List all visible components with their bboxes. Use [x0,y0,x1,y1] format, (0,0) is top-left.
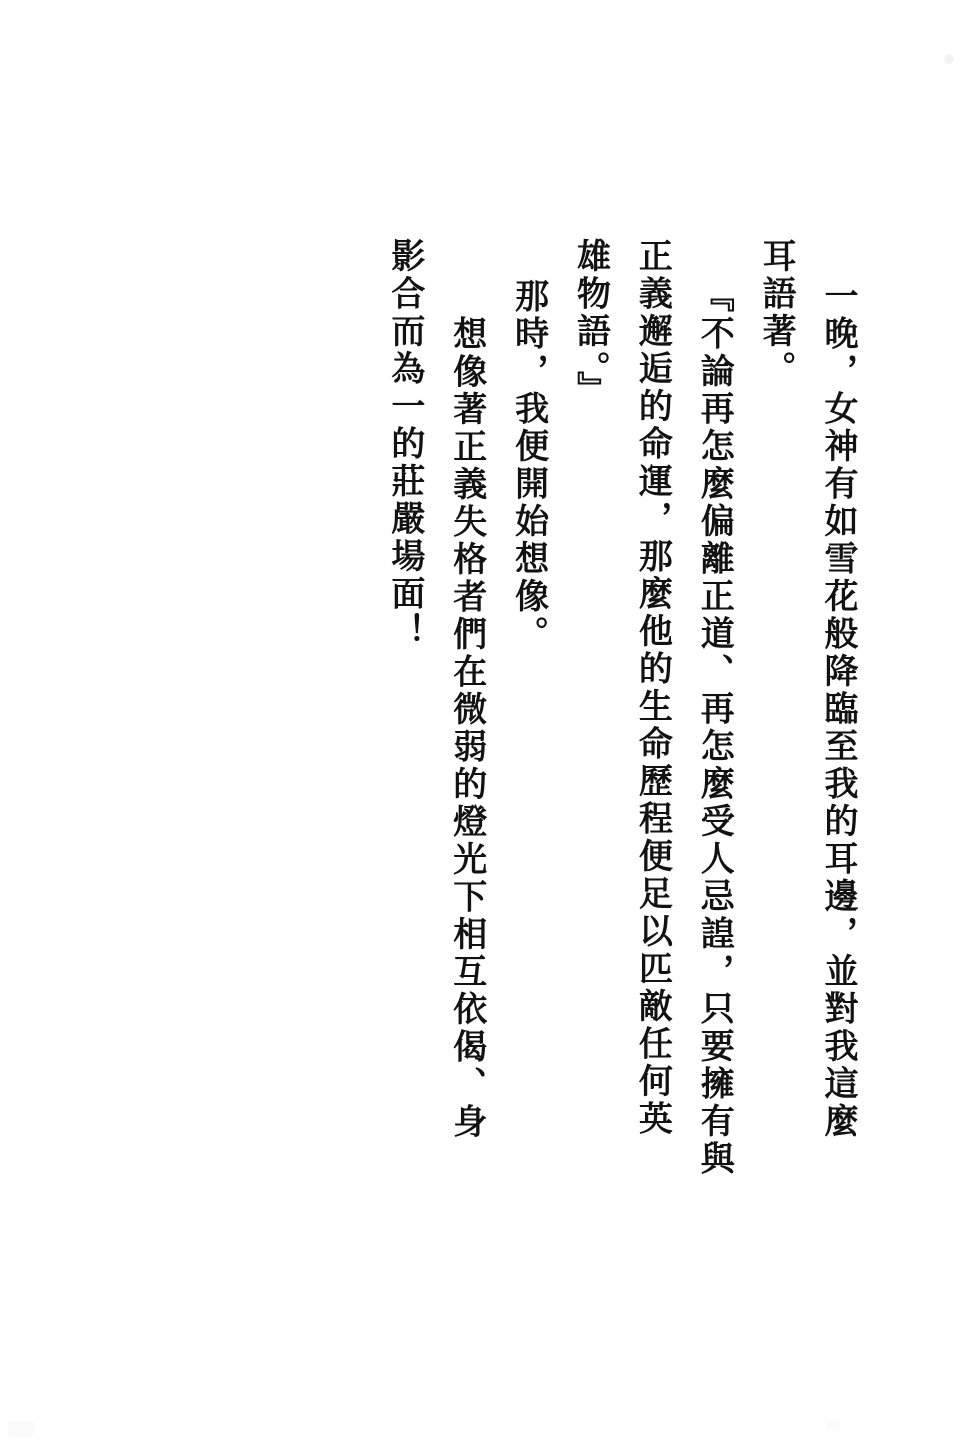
scan-artifact-bottom-right [826,1421,840,1429]
paragraph-5: 雄物語。』 [570,238,611,409]
paragraph-2: 耳語著。 [756,238,797,388]
vertical-text-body [148,238,868,1248]
scan-artifact-bottom-left [8,1421,34,1437]
paragraph-7: 想像著正義失格者們在微弱的燈光下相互依偈、身 [446,316,487,1141]
scan-artifact-top-right [944,54,954,64]
paragraph-3: 『不論再怎麼偏離正道、再怎麼受人忌諻，只要擁有與 [694,278,735,1178]
paragraph-6: 那時，我便開始想像。 [508,278,549,653]
paragraph-4: 正義邂逅的命運，那麼他的生命歷程便足以匹敵任何英 [632,238,673,1138]
paragraph-1: 一晚，女神有如雪花般降臨至我的耳邊，並對我這麼 [818,278,858,1141]
paragraph-8: 影合而為一的莊嚴場面！ [384,238,425,651]
